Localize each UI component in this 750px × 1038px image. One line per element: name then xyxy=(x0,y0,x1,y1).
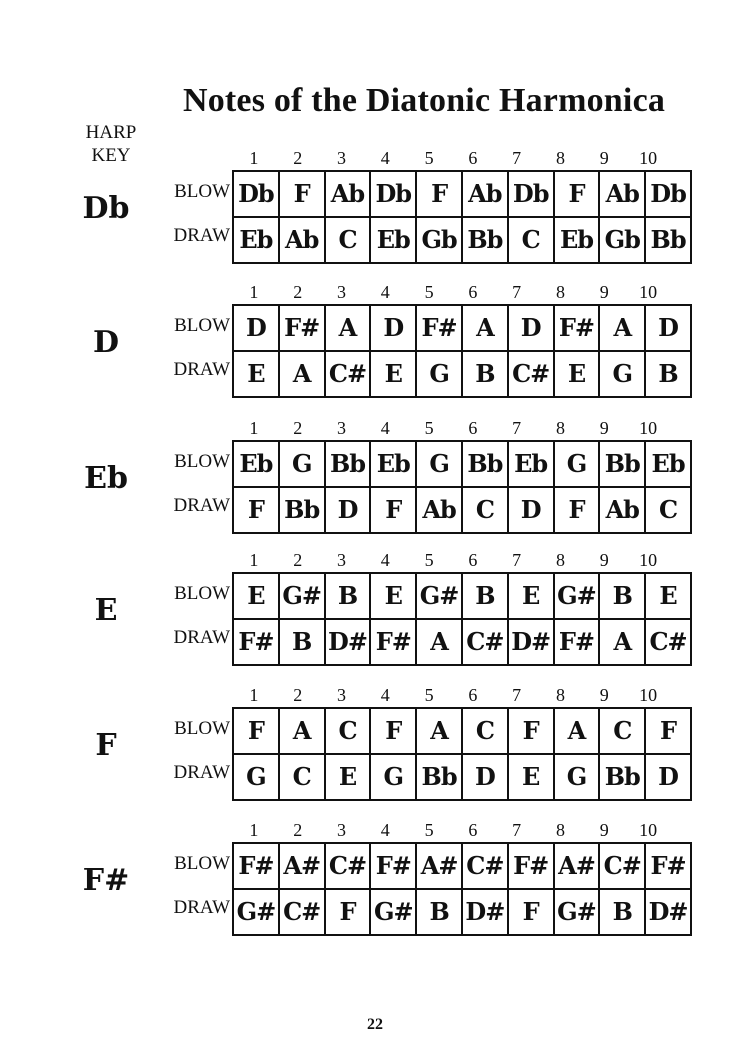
draw-note-cell: Gb xyxy=(599,217,645,263)
draw-note-cell: Ab xyxy=(416,487,462,533)
hole-number: 4 xyxy=(380,282,390,302)
hole-number: 4 xyxy=(380,820,390,840)
hole-number: 2 xyxy=(293,550,303,570)
blow-note-cell: Ab xyxy=(325,171,371,217)
draw-note-cell: C xyxy=(325,217,371,263)
blow-note-cell: Db xyxy=(370,171,416,217)
hole-number: 7 xyxy=(512,148,522,168)
key-section xyxy=(0,282,750,392)
blow-row-label: BLOW xyxy=(174,853,230,874)
page-number: 22 xyxy=(367,1016,383,1033)
hole-number: 10 xyxy=(639,550,658,570)
hole-number: 9 xyxy=(599,148,609,168)
blow-notes-row xyxy=(233,573,691,619)
hole-number: 3 xyxy=(336,820,346,840)
draw-note-cell: F# xyxy=(370,619,416,665)
draw-note-cell: Ab xyxy=(599,487,645,533)
hole-number: 8 xyxy=(555,282,565,302)
draw-note-cell: C xyxy=(508,217,554,263)
blow-note-cell: F xyxy=(645,708,691,754)
harp-key-heading-line: HARP xyxy=(85,122,137,143)
hole-number: 5 xyxy=(424,820,434,840)
draw-notes-row xyxy=(233,487,691,533)
hole-number: 1 xyxy=(249,685,259,705)
blow-notes-row xyxy=(233,441,691,487)
draw-note-cell: G xyxy=(554,754,600,800)
draw-note-cell: F xyxy=(554,487,600,533)
draw-note-cell: G# xyxy=(554,889,600,935)
blow-note-cell: E xyxy=(645,573,691,619)
draw-note-cell: A xyxy=(279,351,325,397)
blow-note-cell: F xyxy=(233,708,279,754)
draw-note-cell: Bb xyxy=(645,217,691,263)
blow-note-cell: G xyxy=(279,441,325,487)
hole-number: 2 xyxy=(293,685,303,705)
hole-number: 4 xyxy=(380,418,390,438)
hole-number: 3 xyxy=(336,418,346,438)
draw-note-cell: B xyxy=(599,889,645,935)
harp-key-label: Eb xyxy=(84,461,128,496)
harp-key-label: Db xyxy=(82,191,130,226)
hole-number: 9 xyxy=(599,282,609,302)
blow-note-cell: C# xyxy=(462,843,508,889)
blow-note-cell: Bb xyxy=(599,441,645,487)
draw-note-cell: B xyxy=(416,889,462,935)
draw-note-cell: D# xyxy=(645,889,691,935)
draw-row-label: DRAW xyxy=(173,495,230,516)
blow-note-cell: Eb xyxy=(508,441,554,487)
hole-number-row xyxy=(232,685,670,706)
draw-note-cell: B xyxy=(645,351,691,397)
blow-row-label: BLOW xyxy=(174,583,230,604)
blow-note-cell: A xyxy=(554,708,600,754)
draw-note-cell: D xyxy=(325,487,371,533)
blow-notes-row xyxy=(233,171,691,217)
draw-notes-row xyxy=(233,619,691,665)
draw-note-cell: C# xyxy=(645,619,691,665)
blow-note-cell: Bb xyxy=(325,441,371,487)
note-grid xyxy=(232,842,692,936)
hole-number: 10 xyxy=(639,282,658,302)
hole-number: 1 xyxy=(249,418,259,438)
key-section xyxy=(0,550,750,660)
blow-note-cell: A# xyxy=(554,843,600,889)
draw-notes-row xyxy=(233,754,691,800)
hole-number: 4 xyxy=(380,148,390,168)
hole-number: 5 xyxy=(424,418,434,438)
draw-note-cell: C xyxy=(645,487,691,533)
harp-key-label: F# xyxy=(82,863,130,898)
hole-number: 3 xyxy=(336,685,346,705)
hole-number: 8 xyxy=(555,418,565,438)
draw-row-label: DRAW xyxy=(173,627,230,648)
draw-row-label: DRAW xyxy=(173,225,230,246)
blow-note-cell: D xyxy=(508,305,554,351)
blow-note-cell: B xyxy=(599,573,645,619)
draw-note-cell: G xyxy=(370,754,416,800)
draw-note-cell: D xyxy=(462,754,508,800)
blow-note-cell: F# xyxy=(370,843,416,889)
hole-number: 4 xyxy=(380,550,390,570)
draw-note-cell: D# xyxy=(508,619,554,665)
hole-number: 7 xyxy=(512,282,522,302)
hole-number: 5 xyxy=(424,148,434,168)
hole-number: 10 xyxy=(639,820,658,840)
harp-key-label: D xyxy=(92,325,119,360)
blow-note-cell: G# xyxy=(279,573,325,619)
blow-note-cell: F xyxy=(370,708,416,754)
hole-number: 1 xyxy=(249,550,259,570)
blow-note-cell: F# xyxy=(279,305,325,351)
draw-note-cell: Bb xyxy=(416,754,462,800)
blow-note-cell: A# xyxy=(279,843,325,889)
blow-note-cell: E xyxy=(370,573,416,619)
hole-number: 9 xyxy=(599,550,609,570)
blow-row-label: BLOW xyxy=(174,181,230,202)
hole-number-row xyxy=(232,820,670,841)
blow-note-cell: Eb xyxy=(370,441,416,487)
blow-note-cell: F# xyxy=(233,843,279,889)
draw-note-cell: E xyxy=(508,754,554,800)
hole-number: 7 xyxy=(512,685,522,705)
blow-note-cell: Db xyxy=(645,171,691,217)
hole-number: 8 xyxy=(555,820,565,840)
blow-note-cell: C# xyxy=(325,843,371,889)
hole-number: 1 xyxy=(249,820,259,840)
hole-number: 6 xyxy=(468,685,478,705)
draw-note-cell: A xyxy=(599,619,645,665)
draw-note-cell: F xyxy=(370,487,416,533)
blow-note-cell: C# xyxy=(599,843,645,889)
hole-number: 5 xyxy=(424,550,434,570)
blow-note-cell: C xyxy=(325,708,371,754)
draw-note-cell: C# xyxy=(508,351,554,397)
draw-note-cell: E xyxy=(554,351,600,397)
draw-note-cell: B xyxy=(279,619,325,665)
harp-key-label: E xyxy=(94,593,118,628)
blow-note-cell: G xyxy=(416,441,462,487)
draw-note-cell: C# xyxy=(325,351,371,397)
draw-note-cell: G xyxy=(233,754,279,800)
draw-note-cell: A xyxy=(416,619,462,665)
draw-row-label: DRAW xyxy=(173,762,230,783)
blow-note-cell: D xyxy=(645,305,691,351)
note-grid xyxy=(232,440,692,534)
hole-number: 1 xyxy=(249,282,259,302)
draw-note-cell: D xyxy=(645,754,691,800)
draw-note-cell: Bb xyxy=(599,754,645,800)
hole-number-row xyxy=(232,550,670,571)
hole-number: 3 xyxy=(336,282,346,302)
hole-number: 6 xyxy=(468,282,478,302)
draw-note-cell: E xyxy=(233,351,279,397)
hole-number: 2 xyxy=(293,418,303,438)
blow-note-cell: Eb xyxy=(233,441,279,487)
note-grid xyxy=(232,304,692,398)
blow-note-cell: A xyxy=(462,305,508,351)
blow-note-cell: E xyxy=(233,573,279,619)
blow-note-cell: Db xyxy=(233,171,279,217)
blow-note-cell: D xyxy=(233,305,279,351)
hole-number: 6 xyxy=(468,148,478,168)
hole-number: 2 xyxy=(293,282,303,302)
blow-note-cell: F# xyxy=(645,843,691,889)
hole-number: 8 xyxy=(555,685,565,705)
draw-note-cell: Bb xyxy=(279,487,325,533)
key-section xyxy=(0,418,750,528)
draw-notes-row xyxy=(233,217,691,263)
blow-note-cell: F xyxy=(508,708,554,754)
blow-notes-row xyxy=(233,843,691,889)
draw-note-cell: F# xyxy=(554,619,600,665)
note-grid xyxy=(232,707,692,801)
hole-number: 10 xyxy=(639,418,658,438)
blow-note-cell: G# xyxy=(554,573,600,619)
draw-note-cell: G xyxy=(416,351,462,397)
blow-note-cell: F# xyxy=(554,305,600,351)
hole-number: 7 xyxy=(512,550,522,570)
hole-number: 6 xyxy=(468,820,478,840)
hole-number: 8 xyxy=(555,550,565,570)
draw-note-cell: F xyxy=(233,487,279,533)
blow-note-cell: A xyxy=(599,305,645,351)
draw-note-cell: B xyxy=(462,351,508,397)
blow-note-cell: Ab xyxy=(462,171,508,217)
blow-row-label: BLOW xyxy=(174,315,230,336)
draw-notes-row xyxy=(233,889,691,935)
blow-note-cell: A# xyxy=(416,843,462,889)
harp-key-heading-line: KEY xyxy=(91,145,131,166)
blow-note-cell: Ab xyxy=(599,171,645,217)
draw-note-cell: Eb xyxy=(554,217,600,263)
key-section xyxy=(0,820,750,930)
blow-note-cell: Eb xyxy=(645,441,691,487)
hole-number: 6 xyxy=(468,550,478,570)
blow-note-cell: G# xyxy=(416,573,462,619)
blow-note-cell: C xyxy=(462,708,508,754)
blow-note-cell: F# xyxy=(508,843,554,889)
blow-note-cell: C xyxy=(599,708,645,754)
draw-note-cell: C# xyxy=(279,889,325,935)
draw-note-cell: Ab xyxy=(279,217,325,263)
draw-note-cell: D xyxy=(508,487,554,533)
harp-key-label: F xyxy=(95,728,117,763)
hole-number: 3 xyxy=(336,148,346,168)
draw-note-cell: F xyxy=(325,889,371,935)
draw-note-cell: G# xyxy=(233,889,279,935)
blow-note-cell: D xyxy=(370,305,416,351)
hole-number-row xyxy=(232,282,670,303)
draw-note-cell: Eb xyxy=(370,217,416,263)
hole-number: 5 xyxy=(424,685,434,705)
blow-note-cell: F# xyxy=(416,305,462,351)
page-title: Notes of the Diatonic Harmonica xyxy=(182,82,666,119)
hole-number: 5 xyxy=(424,282,434,302)
draw-note-cell: C xyxy=(279,754,325,800)
draw-note-cell: G xyxy=(599,351,645,397)
hole-number: 10 xyxy=(639,685,658,705)
draw-note-cell: E xyxy=(370,351,416,397)
blow-row-label: BLOW xyxy=(174,718,230,739)
draw-note-cell: Eb xyxy=(233,217,279,263)
hole-number: 2 xyxy=(293,148,303,168)
blow-note-cell: F xyxy=(279,171,325,217)
hole-number: 9 xyxy=(599,685,609,705)
draw-note-cell: Bb xyxy=(462,217,508,263)
draw-note-cell: F xyxy=(508,889,554,935)
draw-notes-row xyxy=(233,351,691,397)
hole-number: 7 xyxy=(512,418,522,438)
key-section xyxy=(0,685,750,795)
draw-row-label: DRAW xyxy=(173,359,230,380)
note-grid xyxy=(232,572,692,666)
draw-note-cell: D# xyxy=(325,619,371,665)
draw-note-cell: D# xyxy=(462,889,508,935)
draw-note-cell: Gb xyxy=(416,217,462,263)
blow-note-cell: Db xyxy=(508,171,554,217)
draw-note-cell: C xyxy=(462,487,508,533)
note-grid xyxy=(232,170,692,264)
blow-note-cell: B xyxy=(325,573,371,619)
draw-note-cell: F# xyxy=(233,619,279,665)
blow-notes-row xyxy=(233,708,691,754)
hole-number: 10 xyxy=(639,148,658,168)
draw-note-cell: C# xyxy=(462,619,508,665)
hole-number: 8 xyxy=(555,148,565,168)
blow-row-label: BLOW xyxy=(174,451,230,472)
draw-note-cell: E xyxy=(325,754,371,800)
key-section xyxy=(0,148,750,258)
blow-note-cell: E xyxy=(508,573,554,619)
blow-note-cell: B xyxy=(462,573,508,619)
draw-row-label: DRAW xyxy=(173,897,230,918)
hole-number: 2 xyxy=(293,820,303,840)
blow-notes-row xyxy=(233,305,691,351)
hole-number: 3 xyxy=(336,550,346,570)
hole-number: 6 xyxy=(468,418,478,438)
blow-note-cell: G xyxy=(554,441,600,487)
draw-note-cell: G# xyxy=(370,889,416,935)
hole-number: 4 xyxy=(380,685,390,705)
hole-number: 9 xyxy=(599,418,609,438)
blow-note-cell: A xyxy=(416,708,462,754)
hole-number-row xyxy=(232,148,670,169)
blow-note-cell: A xyxy=(279,708,325,754)
blow-note-cell: A xyxy=(325,305,371,351)
blow-note-cell: Bb xyxy=(462,441,508,487)
hole-number-row xyxy=(232,418,670,439)
blow-note-cell: F xyxy=(416,171,462,217)
blow-note-cell: F xyxy=(554,171,600,217)
hole-number: 7 xyxy=(512,820,522,840)
hole-number: 9 xyxy=(599,820,609,840)
hole-number: 1 xyxy=(249,148,259,168)
